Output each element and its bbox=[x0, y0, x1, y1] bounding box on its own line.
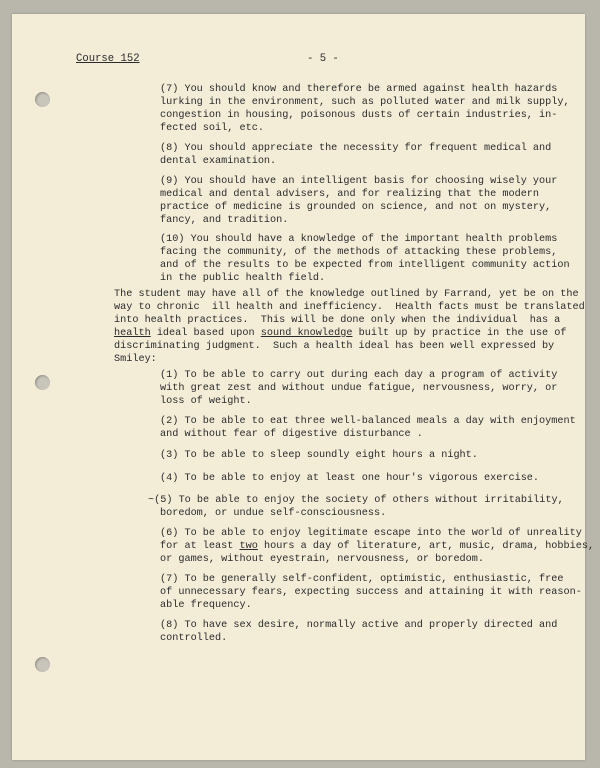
text-line: and without fear of digestive disturbance . bbox=[160, 429, 423, 440]
text-line: (10) You should have a knowledge of the important health problems bbox=[160, 234, 558, 245]
text-line: with great zest and without undue fatigue, nervousness, worry, or bbox=[160, 383, 558, 394]
text-line: (4) To be able to enjoy at least one hour's vigorous exercise. bbox=[160, 473, 540, 484]
text-line: The student may have all of the knowledge outlined by Farrand, yet be on the bbox=[114, 289, 579, 300]
text-line: and of the results to be expected from intelligent community action bbox=[160, 260, 570, 271]
text-line: dental examination. bbox=[160, 156, 277, 167]
punch-hole bbox=[35, 375, 50, 390]
text-line bbox=[114, 328, 566, 341]
text-line: (7) To be generally self-confident, optimistic, enthusiastic, free bbox=[160, 574, 564, 585]
text-line: (9) You should have an intelligent basis for choosing wisely your bbox=[160, 176, 558, 187]
underlined-phrase: sound knowledge bbox=[260, 328, 353, 339]
text-fragment: built up by practice in the use of bbox=[358, 328, 567, 339]
underlined-word: health bbox=[114, 328, 151, 339]
text-line: way to chronic ill health and inefficiency. Health facts must be translated bbox=[114, 302, 585, 313]
text-line bbox=[160, 541, 594, 554]
punch-hole bbox=[35, 657, 50, 672]
text-line: (6) To be able to enjoy legitimate escape into the world of unreality bbox=[160, 528, 582, 539]
text-line: loss of weight. bbox=[160, 396, 252, 407]
text-line: medical and dental advisers, and for realizing that the modern bbox=[160, 189, 540, 200]
punch-hole bbox=[35, 92, 50, 107]
text-line: ~(5) To be able to enjoy the society of others without irritability, bbox=[148, 495, 564, 506]
text-line: or games, without eyestrain, nervousness, or boredom. bbox=[160, 554, 485, 565]
text-line: boredom, or undue self-consciousness. bbox=[160, 508, 387, 519]
text-fragment: for at least bbox=[160, 541, 234, 552]
text-line: (2) To be able to eat three well-balanced meals a day with enjoyment bbox=[160, 416, 576, 427]
text-line: (7) You should know and therefore be armed against health hazards bbox=[160, 84, 558, 95]
page-number: - 5 - bbox=[307, 53, 339, 65]
underlined-word: two bbox=[239, 541, 258, 552]
text-line: practice of medicine is grounded on science, and not on mystery, bbox=[160, 202, 552, 213]
document-page bbox=[12, 14, 595, 760]
text-line: (8) You should appreciate the necessity for frequent medical and bbox=[160, 143, 552, 154]
text-line: Smiley: bbox=[114, 354, 157, 365]
text-fragment: ideal based upon bbox=[156, 328, 255, 339]
text-line: able frequency. bbox=[160, 600, 252, 611]
text-line: (1) To be able to carry out during each day a program of activity bbox=[160, 370, 558, 381]
text-line: in the public health field. bbox=[160, 273, 326, 284]
text-line: into health practices. This will be done only when the individual has a bbox=[114, 315, 561, 326]
text-line: fancy, and tradition. bbox=[160, 215, 289, 226]
text-line: fected soil, etc. bbox=[160, 123, 264, 134]
text-line: discriminating judgment. Such a health ideal has been well expressed by bbox=[114, 341, 555, 352]
text-fragment: hours a day of literature, art, music, drama, hobbies, bbox=[263, 541, 595, 552]
text-line: facing the community, of the methods of attacking these problems, bbox=[160, 247, 558, 258]
text-line: of unnecessary fears, expecting success and attaining it with reason- bbox=[160, 587, 582, 598]
text-line: (8) To have sex desire, normally active and properly directed and bbox=[160, 620, 558, 631]
text-line: congestion in housing, poisonous dusts of certain industries, in- bbox=[160, 110, 558, 121]
text-line: (3) To be able to sleep soundly eight hours a night. bbox=[160, 450, 478, 461]
text-line: controlled. bbox=[160, 633, 228, 644]
course-label: Course 152 bbox=[76, 53, 140, 65]
text-line: lurking in the environment, such as polluted water and milk supply, bbox=[160, 97, 570, 108]
